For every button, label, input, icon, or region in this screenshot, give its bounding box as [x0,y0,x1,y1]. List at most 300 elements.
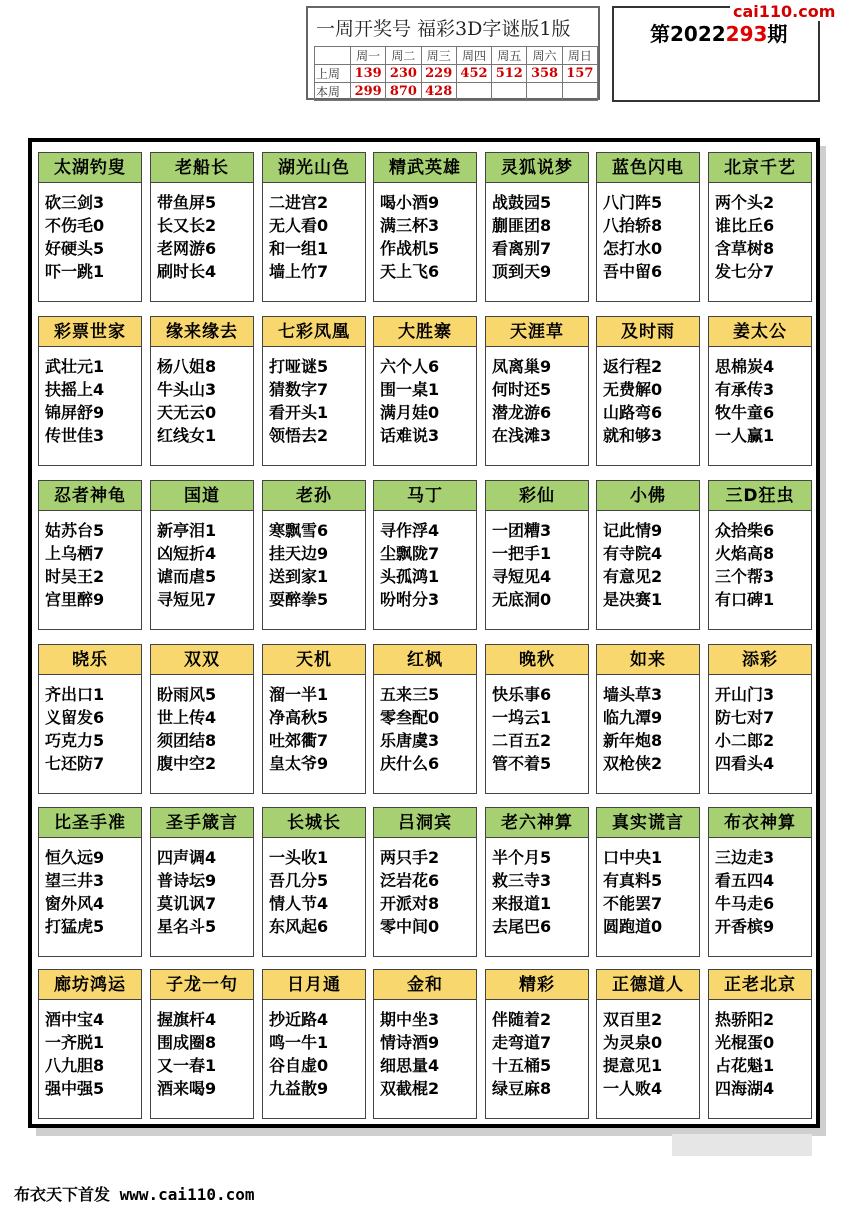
puzzle-line: 七还防7 [45,754,105,773]
puzzle-cell-lines [269,846,363,938]
puzzle-line: 发七分7 [715,262,775,281]
puzzle-line: 时吴王2 [45,567,105,586]
puzzle-line: 上乌栖7 [45,544,105,563]
puzzle-line: 围成圈8 [157,1033,217,1052]
puzzle-line: 寻短见7 [157,590,217,609]
puzzle-line: 是决赛1 [603,590,663,609]
puzzle-cell-lines [269,519,363,611]
puzzle-line: 宫里醉9 [45,590,105,609]
puzzle-line: 口中央1 [603,848,663,867]
puzzle-line: 溜一半1 [269,685,329,704]
puzzle-cell [708,969,812,1119]
puzzle-cell-lines [715,846,809,938]
panel-title: 一周开奖号 福彩3D字谜版1版 [316,18,571,40]
puzzle-cell-title: 姜太公 [709,317,811,347]
puzzle-cell-title: 蓝色闪电 [597,153,699,183]
footer-text: 布衣天下首发 www.cai110.com [14,1185,255,1204]
puzzle-line: 打哑谜5 [269,357,329,376]
puzzle-line: 看五四4 [715,871,775,890]
puzzle-line: 有真料5 [603,871,663,890]
puzzle-cell-title: 彩仙 [486,481,588,511]
puzzle-cell-lines [603,846,697,938]
puzzle-cell [485,969,589,1119]
puzzle-cell-title: 彩票世家 [39,317,141,347]
draw-number [492,83,527,101]
puzzle-cell-title: 灵狐说梦 [486,153,588,183]
puzzle-line: 围一桌1 [380,380,440,399]
puzzle-line: 四看头4 [715,754,775,773]
puzzle-cell-lines [45,846,139,938]
puzzle-line: 看离别7 [492,239,552,258]
puzzle-cell-lines [45,519,139,611]
puzzle-cell-title: 圣手箴言 [151,808,253,838]
puzzle-cell-lines [715,355,809,447]
puzzle-cell-lines [380,355,474,447]
puzzle-line: 就和够3 [603,426,663,445]
puzzle-line: 去尾巴6 [492,917,552,936]
draw-number: 512 [492,65,527,83]
puzzle-cell [708,316,812,466]
puzzle-cell-lines [603,683,697,775]
puzzle-cell [38,152,142,302]
puzzle-cell-title: 精彩 [486,970,588,1000]
puzzle-cell-title: 长城长 [263,808,365,838]
puzzle-line: 怎打水0 [603,239,663,258]
puzzle-cell [150,644,254,794]
puzzle-line: 看开头1 [269,403,329,422]
puzzle-line: 无人看0 [269,216,329,235]
puzzle-cell [150,807,254,957]
puzzle-line: 细思量4 [380,1056,440,1075]
puzzle-line: 临九潭9 [603,708,663,727]
puzzle-cell [150,152,254,302]
puzzle-line: 墙上竹7 [269,262,329,281]
puzzle-cell-title: 北京千艺 [709,153,811,183]
puzzle-line: 刷时长4 [157,262,217,281]
draw-number: 299 [351,83,386,101]
puzzle-line: 何时还5 [492,380,552,399]
puzzle-line: 战鼓园5 [492,193,552,212]
puzzle-line: 吓一跳1 [45,262,105,281]
puzzle-line: 寻作浮4 [380,521,440,540]
puzzle-line: 来报道1 [492,894,552,913]
puzzle-cell-lines [492,846,586,938]
puzzle-cell-lines [380,683,474,775]
puzzle-cell-title: 子龙一句 [151,970,253,1000]
puzzle-cell-title: 正老北京 [709,970,811,1000]
puzzle-cell [262,807,366,957]
puzzle-cell-lines [269,1008,363,1100]
puzzle-cell [373,969,477,1119]
puzzle-cell [708,644,812,794]
puzzle-line: 双枪侠2 [603,754,663,773]
draw-number: 358 [527,65,562,83]
puzzle-line: 吾几分5 [269,871,329,890]
puzzle-line: 巧克力5 [45,731,105,750]
puzzle-line: 尘飘陇7 [380,544,440,563]
draw-number: 229 [421,65,456,83]
puzzle-line: 吾中留6 [603,262,663,281]
puzzle-line: 抄近路4 [269,1010,329,1029]
puzzle-cell-lines [45,191,139,283]
puzzle-cell [485,152,589,302]
puzzle-line: 无底洞0 [492,590,552,609]
puzzle-cell-lines [715,1008,809,1100]
puzzle-line: 为灵泉0 [603,1033,663,1052]
puzzle-line: 牛头山3 [157,380,217,399]
weekday-label: 周五 [492,47,527,65]
puzzle-line: 不伤毛0 [45,216,105,235]
puzzle-cell-lines [603,355,697,447]
puzzle-line: 天上飞6 [380,262,440,281]
puzzle-cell-title: 七彩凤凰 [263,317,365,347]
puzzle-line: 一头收1 [269,848,329,867]
puzzle-line: 酒来喝9 [157,1079,217,1098]
puzzle-line: 情诗酒9 [380,1033,440,1052]
puzzle-cell [150,480,254,630]
puzzle-line: 泛岩花6 [380,871,440,890]
weekday-label: 周六 [527,47,562,65]
draw-number: 230 [386,65,421,83]
puzzle-line: 谑而虐5 [157,567,217,586]
puzzle-cell-lines [603,1008,697,1100]
puzzle-line: 走弯道7 [492,1033,552,1052]
puzzle-cell-title: 布衣神算 [709,808,811,838]
issue-number: 第2022293期 [650,22,788,46]
puzzle-line: 四声调4 [157,848,217,867]
puzzle-line: 领悟去2 [269,426,329,445]
puzzle-line: 提意见1 [603,1056,663,1075]
puzzle-line: 新亭泪1 [157,521,217,540]
puzzle-line: 盼雨风5 [157,685,217,704]
puzzle-cell [596,316,700,466]
puzzle-line: 管不着5 [492,754,552,773]
puzzle-line: 返行程2 [603,357,663,376]
draw-number: 157 [562,65,597,83]
row-label: 本周 [315,83,351,101]
puzzle-line: 红线女1 [157,426,217,445]
puzzle-line: 火焰高8 [715,544,775,563]
puzzle-line: 三个帮3 [715,567,775,586]
puzzle-line: 两只手2 [380,848,440,867]
puzzle-cell-title: 老六神算 [486,808,588,838]
weekly-draw-table [314,46,598,101]
puzzle-cell [38,480,142,630]
puzzle-cell-title: 精武英雄 [374,153,476,183]
this-week-row [315,83,598,101]
puzzle-cell [485,316,589,466]
puzzle-line: 二进宫2 [269,193,329,212]
site-logo[interactable]: cai110.com [730,2,838,21]
puzzle-line: 作战机5 [380,239,440,258]
puzzle-cell-lines [157,683,251,775]
puzzle-line: 开香槟9 [715,917,775,936]
puzzle-cell [596,807,700,957]
puzzle-line: 砍三剑3 [45,193,105,212]
puzzle-line: 一把手1 [492,544,552,563]
puzzle-cell-lines [715,683,809,775]
puzzle-cell-lines [492,519,586,611]
puzzle-cell-title: 老孙 [263,481,365,511]
puzzle-line: 谷自虚0 [269,1056,329,1075]
puzzle-line: 满三杯3 [380,216,440,235]
puzzle-cell-lines [269,683,363,775]
puzzle-line: 一团糟3 [492,521,552,540]
puzzle-line: 寻短见4 [492,567,552,586]
puzzle-line: 头孤鸿1 [380,567,440,586]
puzzle-line: 思棉炭4 [715,357,775,376]
puzzle-cell [38,316,142,466]
puzzle-cell-lines [492,191,586,283]
puzzle-line: 握旗杆4 [157,1010,217,1029]
weekly-draw-panel [306,6,600,100]
puzzle-line: 庆什么6 [380,754,440,773]
puzzle-cell [708,152,812,302]
puzzle-line: 腹中空2 [157,754,217,773]
puzzle-line: 星名斗5 [157,917,217,936]
puzzle-line: 占花魁1 [715,1056,775,1075]
puzzle-line: 双百里2 [603,1010,663,1029]
puzzle-cell-title: 小佛 [597,481,699,511]
puzzle-line: 莫讥讽7 [157,894,217,913]
puzzle-line: 话难说3 [380,426,440,445]
puzzle-cell [262,644,366,794]
puzzle-line: 长又长2 [157,216,217,235]
puzzle-line: 武壮元1 [45,357,105,376]
puzzle-line: 谁比丘6 [715,216,775,235]
puzzle-line: 墙头草3 [603,685,663,704]
puzzle-cell-title: 正德道人 [597,970,699,1000]
puzzle-line: 顶到天9 [492,262,552,281]
puzzle-line: 传世佳3 [45,426,105,445]
puzzle-line: 两个头2 [715,193,775,212]
weekday-label: 周二 [386,47,421,65]
puzzle-cell [373,152,477,302]
puzzle-line: 蒯匪团8 [492,216,552,235]
puzzle-cell [596,480,700,630]
puzzle-line: 不能罢7 [603,894,663,913]
puzzle-line: 义留发6 [45,708,105,727]
last-week-row [315,65,598,83]
draw-number [527,83,562,101]
puzzle-line: 带鱼屏5 [157,193,217,212]
puzzle-cell-title: 比圣手准 [39,808,141,838]
puzzle-line: 六个人6 [380,357,440,376]
puzzle-cell [708,807,812,957]
weekday-label: 周一 [351,47,386,65]
puzzle-line: 锦屏舒9 [45,403,105,422]
puzzle-cell-lines [269,355,363,447]
puzzle-line: 有口碑1 [715,590,775,609]
puzzle-cell-title: 吕洞宾 [374,808,476,838]
puzzle-line: 凶短折4 [157,544,217,563]
draw-number [456,83,491,101]
puzzle-cell-lines [157,846,251,938]
puzzle-line: 有意见2 [603,567,663,586]
puzzle-cell [38,969,142,1119]
puzzle-cell-title: 天机 [263,645,365,675]
puzzle-cell-lines [45,1008,139,1100]
puzzle-line: 八九胆8 [45,1056,105,1075]
puzzle-cell [373,480,477,630]
puzzle-line: 齐出口1 [45,685,105,704]
puzzle-line: 潜龙游6 [492,403,552,422]
puzzle-line: 老网游6 [157,239,217,258]
puzzle-line: 光棍蛋0 [715,1033,775,1052]
puzzle-line: 热骄阳2 [715,1010,775,1029]
frame-shadow [820,146,826,1136]
puzzle-line: 五来三5 [380,685,440,704]
draw-number: 452 [456,65,491,83]
puzzle-line: 众拾柴6 [715,521,775,540]
puzzle-line: 牛马走6 [715,894,775,913]
puzzle-cell-title: 太湖钓叟 [39,153,141,183]
puzzle-line: 九益散9 [269,1079,329,1098]
puzzle-cell-lines [492,355,586,447]
puzzle-line: 望三井3 [45,871,105,890]
puzzle-line: 在浅滩3 [492,426,552,445]
puzzle-cell-lines [492,1008,586,1100]
puzzle-cell-lines [380,191,474,283]
weekday-label: 周日 [562,47,597,65]
puzzle-cell-lines [269,191,363,283]
puzzle-line: 和一组1 [269,239,329,258]
puzzle-cell-lines [157,1008,251,1100]
puzzle-cell-title: 及时雨 [597,317,699,347]
puzzle-cell-title: 三D狂虫 [709,481,811,511]
puzzle-line: 救三寺3 [492,871,552,890]
puzzle-line: 有寺院4 [603,544,663,563]
puzzle-cell-title: 如来 [597,645,699,675]
puzzle-line: 强中强5 [45,1079,105,1098]
puzzle-cell [596,152,700,302]
puzzle-line: 皇太爷9 [269,754,329,773]
puzzle-line: 寒飘雪6 [269,521,329,540]
puzzle-line: 防七对7 [715,708,775,727]
puzzle-line: 净高秋5 [269,708,329,727]
puzzle-line: 鸣一牛1 [269,1033,329,1052]
puzzle-cell-title: 忍者神龟 [39,481,141,511]
puzzle-cell [596,644,700,794]
puzzle-line: 扶摇上4 [45,380,105,399]
puzzle-cell-lines [45,683,139,775]
puzzle-cell [262,969,366,1119]
puzzle-cell [262,480,366,630]
puzzle-cell-lines [603,519,697,611]
puzzle-line: 双截棍2 [380,1079,440,1098]
puzzle-line: 情人节4 [269,894,329,913]
puzzle-cell [262,316,366,466]
puzzle-line: 十五桶5 [492,1056,552,1075]
puzzle-line: 猜数字7 [269,380,329,399]
puzzle-line: 耍醉拳5 [269,590,329,609]
puzzle-cell-lines [380,519,474,611]
puzzle-line: 恒久远9 [45,848,105,867]
puzzle-cell-title: 晚秋 [486,645,588,675]
puzzle-cell [373,644,477,794]
puzzle-line: 伴随着2 [492,1010,552,1029]
puzzle-cell-lines [380,1008,474,1100]
puzzle-line: 八门阵5 [603,193,663,212]
puzzle-line: 须团结8 [157,731,217,750]
puzzle-cell-lines [492,683,586,775]
puzzle-line: 杨八姐8 [157,357,217,376]
puzzle-line: 开山门3 [715,685,775,704]
puzzle-cell [38,644,142,794]
puzzle-line: 快乐事6 [492,685,552,704]
puzzle-line: 姑苏台5 [45,521,105,540]
puzzle-line: 世上传4 [157,708,217,727]
puzzle-line: 新年炮8 [603,731,663,750]
puzzle-line: 凤离巢9 [492,357,552,376]
puzzle-line: 又一春1 [157,1056,217,1075]
puzzle-cell [708,480,812,630]
weekday-label: 周三 [421,47,456,65]
draw-number: 139 [351,65,386,83]
puzzle-line: 吐郊衢7 [269,731,329,750]
puzzle-line: 牧牛童6 [715,403,775,422]
puzzle-line: 有承传3 [715,380,775,399]
puzzle-cell-title: 天涯草 [486,317,588,347]
puzzle-line: 四海湖4 [715,1079,775,1098]
puzzle-cell-title: 日月通 [263,970,365,1000]
puzzle-cell-lines [380,846,474,938]
puzzle-cell-title: 廊坊鸿运 [39,970,141,1000]
puzzle-line: 三边走3 [715,848,775,867]
puzzle-line: 开派对8 [380,894,440,913]
puzzle-line: 酒中宝4 [45,1010,105,1029]
puzzle-line: 一人赢1 [715,426,775,445]
puzzle-line: 挂天边9 [269,544,329,563]
weekday-label: 周四 [456,47,491,65]
puzzle-cell-lines [715,519,809,611]
row-label: 上周 [315,65,351,83]
puzzle-line: 半个月5 [492,848,552,867]
puzzle-line: 圆跑道0 [603,917,663,936]
puzzle-line: 乐唐虞3 [380,731,440,750]
puzzle-line: 送到家1 [269,567,329,586]
puzzle-cell-title: 湖光山色 [263,153,365,183]
puzzle-cell-lines [45,355,139,447]
puzzle-cell-title: 真实谎言 [597,808,699,838]
puzzle-line: 一人败4 [603,1079,663,1098]
puzzle-line: 天无云0 [157,403,217,422]
puzzle-cell [150,969,254,1119]
puzzle-cell-title: 晓乐 [39,645,141,675]
puzzle-line: 零叁配0 [380,708,440,727]
puzzle-cell-lines [603,191,697,283]
puzzle-cell-lines [157,355,251,447]
puzzle-line: 普诗坛9 [157,871,217,890]
puzzle-line: 窗外风4 [45,894,105,913]
puzzle-cell-title: 添彩 [709,645,811,675]
puzzle-cell [485,644,589,794]
puzzle-line: 一齐脱1 [45,1033,105,1052]
puzzle-line: 好硬头5 [45,239,105,258]
puzzle-cell-title: 老船长 [151,153,253,183]
puzzle-line: 打猛虎5 [45,917,105,936]
puzzle-line: 喝小酒9 [380,193,440,212]
puzzle-cell-title: 红枫 [374,645,476,675]
puzzle-cell [38,807,142,957]
puzzle-cell [596,969,700,1119]
draw-number: 870 [386,83,421,101]
puzzle-line: 记此情9 [603,521,663,540]
puzzle-cell-lines [157,519,251,611]
puzzle-line: 一坞云1 [492,708,552,727]
puzzle-cell-title: 双双 [151,645,253,675]
puzzle-line: 无费解0 [603,380,663,399]
